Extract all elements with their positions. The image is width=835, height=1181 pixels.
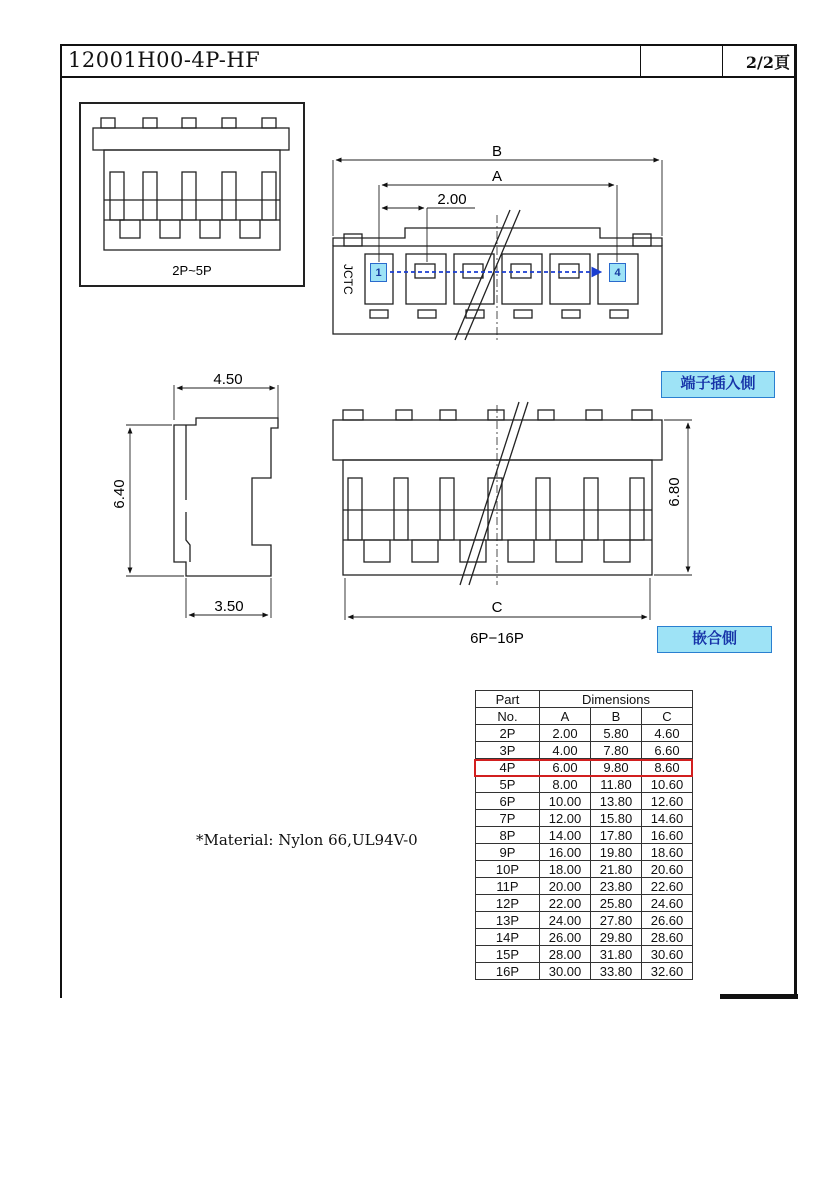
dim-c-label: C [491, 599, 503, 616]
table-row [476, 929, 693, 946]
table-cell-c: 22.60 [642, 878, 693, 895]
table-cell-part: 10P [476, 861, 540, 878]
table-cell-c: 28.60 [642, 929, 693, 946]
table-cell-a: 8.00 [540, 776, 591, 793]
table-row [476, 844, 693, 861]
table-cell-part: 5P [476, 776, 540, 793]
table-cell-a: 26.00 [540, 929, 591, 946]
header-dimensions: Dimensions [540, 691, 693, 708]
dim-pitch-label: 2.00 [437, 191, 467, 208]
pin-4-marker: 4 [609, 263, 626, 282]
table-cell-part: 8P [476, 827, 540, 844]
table-cell-c: 18.60 [642, 844, 693, 861]
table-cell-b: 15.80 [591, 810, 642, 827]
table-cell-b: 31.80 [591, 946, 642, 963]
table-cell-a: 12.00 [540, 810, 591, 827]
table-row [476, 895, 693, 912]
table-row [476, 827, 693, 844]
header-no: No. [476, 708, 540, 725]
table-cell-b: 19.80 [591, 844, 642, 861]
table-cell-a: 16.00 [540, 844, 591, 861]
table-cell-b: 9.80 [591, 759, 642, 776]
table-row [476, 776, 693, 793]
part-number: 12001H00-4P-HF [68, 48, 261, 72]
table-cell-b: 29.80 [591, 929, 642, 946]
side-view [126, 385, 278, 618]
table-cell-b: 25.80 [591, 895, 642, 912]
table-cell-b: 13.80 [591, 793, 642, 810]
dimension-table [475, 690, 693, 980]
table-cell-b: 7.80 [591, 742, 642, 759]
top-view [333, 160, 662, 340]
table-cell-c: 12.60 [642, 793, 693, 810]
table-cell-c: 14.60 [642, 810, 693, 827]
table-row [476, 878, 693, 895]
table-cell-c: 30.60 [642, 946, 693, 963]
table-cell-b: 5.80 [591, 725, 642, 742]
table-cell-a: 18.00 [540, 861, 591, 878]
table-cell-b: 23.80 [591, 878, 642, 895]
table-cell-a: 14.00 [540, 827, 591, 844]
table-cell-part: 7P [476, 810, 540, 827]
table-cell-c: 20.60 [642, 861, 693, 878]
table-cell-part: 9P [476, 844, 540, 861]
table-row [476, 963, 693, 980]
header-col-c: C [642, 708, 693, 725]
inset-view [80, 103, 304, 286]
table-row [476, 912, 693, 929]
table-cell-c: 10.60 [642, 776, 693, 793]
inset-caption: 2P~5P [172, 263, 212, 278]
material-note: *Material: Nylon 66,UL94V-0 [196, 831, 418, 849]
table-cell-c: 24.60 [642, 895, 693, 912]
table-cell-c: 4.60 [642, 725, 693, 742]
table-cell-b: 27.80 [591, 912, 642, 929]
table-cell-b: 17.80 [591, 827, 642, 844]
header-col-b: B [591, 708, 642, 725]
dim-side-height: 6.40 [111, 479, 128, 509]
table-cell-a: 24.00 [540, 912, 591, 929]
dim-front-height: 6.80 [666, 477, 683, 507]
table-cell-c: 6.60 [642, 742, 693, 759]
mating-side-tag: 嵌合側 [657, 626, 772, 653]
page-number: 2/2頁 [722, 46, 796, 76]
table-cell-c: 16.60 [642, 827, 693, 844]
table-row [476, 793, 693, 810]
table-cell-a: 6.00 [540, 759, 591, 776]
table-cell-a: 22.00 [540, 895, 591, 912]
table-row [476, 742, 693, 759]
table-cell-part: 12P [476, 895, 540, 912]
table-cell-part: 15P [476, 946, 540, 963]
table-cell-a: 10.00 [540, 793, 591, 810]
table-cell-c: 26.60 [642, 912, 693, 929]
jctc-marking: JCTC [341, 264, 355, 295]
table-cell-part: 2P [476, 725, 540, 742]
front-view-caption: 6P−16P [470, 630, 524, 647]
insert-side-tag: 端子插入側 [661, 371, 775, 398]
dim-a-label: A [491, 168, 503, 185]
table-cell-part: 11P [476, 878, 540, 895]
table-row [476, 810, 693, 827]
table-cell-c: 32.60 [642, 963, 693, 980]
table-cell-part: 16P [476, 963, 540, 980]
table-cell-a: 20.00 [540, 878, 591, 895]
table-cell-part: 3P [476, 742, 540, 759]
dim-b-label: B [491, 143, 503, 160]
table-row [476, 725, 693, 742]
table-cell-part: 14P [476, 929, 540, 946]
header-col-a: A [540, 708, 591, 725]
table-cell-part: 6P [476, 793, 540, 810]
table-cell-part: 13P [476, 912, 540, 929]
table-cell-a: 2.00 [540, 725, 591, 742]
pin-1-marker: 1 [370, 263, 387, 282]
table-cell-a: 4.00 [540, 742, 591, 759]
table-cell-b: 33.80 [591, 963, 642, 980]
table-cell-b: 11.80 [591, 776, 642, 793]
highlighted-row-4p [474, 759, 693, 777]
table-cell-c: 8.60 [642, 759, 693, 776]
front-view [333, 402, 692, 620]
table-cell-a: 28.00 [540, 946, 591, 963]
table-cell-b: 21.80 [591, 861, 642, 878]
table-cell-a: 30.00 [540, 963, 591, 980]
header-part: Part [476, 691, 540, 708]
table-cell-part: 4P [476, 759, 540, 776]
table-row [476, 946, 693, 963]
table-row [476, 861, 693, 878]
dim-side-base: 3.50 [214, 598, 244, 615]
dim-side-width: 4.50 [213, 371, 243, 388]
